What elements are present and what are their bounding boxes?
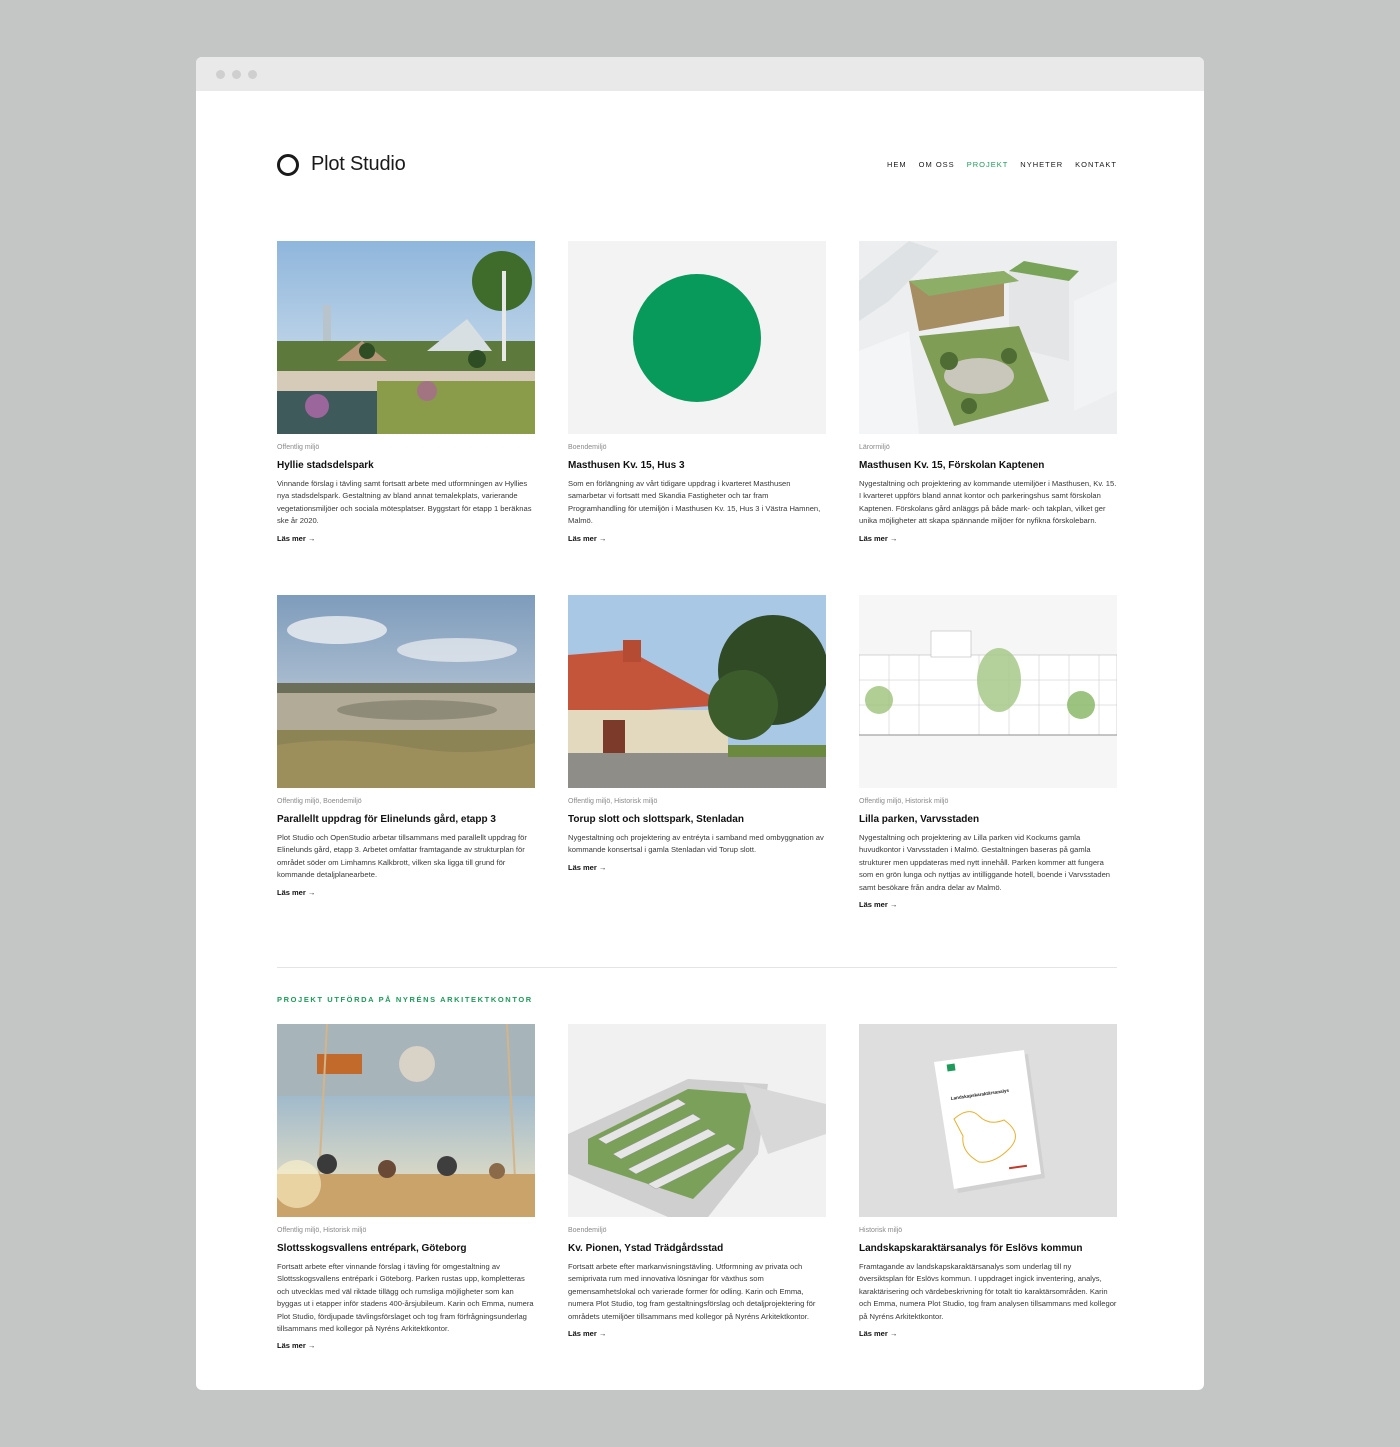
- project-description: Fortsatt arbete efter vinnande förslag i tävling för omgestaltning av Slottsskogsvallens entrépark i Göteborg. Parken rustas upp, kompletteras och utvecklas med väl riktade tillägg och rumsliga möjligheter som kan byggas ut i etapper inför stadens 400-årsjubileum. Karin och Emma, numera Plot Studio, fördjupade tävlingsförslaget och tog fram förfrågningsunderlag tillsammans med kollegor på Nyréns Arkitektkontor.: [277, 1262, 534, 1334]
- project-title[interactable]: Torup slott och slottspark, Stenladan: [568, 814, 744, 825]
- project-category: Offentlig miljö, Historisk miljö: [859, 798, 949, 805]
- project-category: Offentlig miljö, Boendemiljö: [277, 798, 362, 805]
- window-titlebar: [196, 57, 1204, 91]
- read-more-link[interactable]: Läs mer →: [277, 887, 316, 897]
- nav-item-projekt[interactable]: PROJEKT: [966, 160, 1009, 169]
- project-description: Nygestaltning och projektering av entréyta i samband med ombyggnation av kommande konsertsal i gamla Stenladan vid Torup slott.: [568, 833, 824, 855]
- project-image-courtyard[interactable]: [859, 241, 1117, 434]
- project-grid: [277, 241, 1117, 949]
- nav-item-om-oss[interactable]: OM OSS: [918, 160, 955, 169]
- browser-window: [196, 57, 1204, 1390]
- project-title[interactable]: Landskapskaraktärsanalys för Eslövs kommun: [859, 1243, 1083, 1254]
- read-more-link[interactable]: Läs mer →: [277, 533, 316, 543]
- project-card: [277, 241, 535, 595]
- project-card: [568, 595, 826, 949]
- project-card: [277, 1024, 535, 1378]
- read-more-link[interactable]: Läs mer →: [568, 533, 607, 543]
- project-card: [568, 241, 826, 595]
- read-more-link[interactable]: Läs mer →: [859, 533, 898, 543]
- project-title[interactable]: Parallellt uppdrag för Elinelunds gård, etapp 3: [277, 814, 496, 825]
- section-divider: [277, 967, 1117, 968]
- read-more-link[interactable]: Läs mer →: [568, 1329, 607, 1339]
- project-category: Lärormiljö: [859, 444, 890, 451]
- project-description: Nygestaltning och projektering av kommande utemiljöer i Masthusen, Kv. 15. I kvarteret uppförs bland annat kontor och parkeringshus samt förskolan Kaptenen. Förskolans gård anläggs på både mark- och takplan, vilket ger unika möjligheter att skapa spännande miljöer för nyfikna förskolebarn.: [859, 479, 1117, 526]
- booklet-title: Landskapskaraktärsanalys: [950, 1087, 1010, 1101]
- project-category: Boendemiljö: [568, 444, 607, 451]
- project-category: Offentlig miljö, Historisk miljö: [277, 1227, 367, 1234]
- project-card: [277, 595, 535, 949]
- window-maximize-dot[interactable]: [248, 70, 257, 79]
- brand-name: Plot Studio: [311, 153, 406, 175]
- project-title[interactable]: Masthusen Kv. 15, Hus 3: [568, 460, 685, 471]
- page-content: [277, 91, 1117, 1378]
- project-description: Plot Studio och OpenStudio arbetar tillsammans med parallellt uppdrag för Elinelunds gård, etapp 3. Arbetet omfattar framtagande av strukturplan för området söder om Limhamns Kalkbrott, vilken ska ligga till grund för kommande detaljplanearbete.: [277, 833, 527, 880]
- project-image-barn[interactable]: [568, 595, 826, 788]
- project-title[interactable]: Hyllie stadsdelspark: [277, 460, 374, 471]
- project-image-placeholder[interactable]: [568, 241, 826, 434]
- project-card: [859, 241, 1117, 595]
- nav-item-hem[interactable]: HEM: [887, 160, 907, 169]
- project-category: Offentlig miljö: [277, 444, 320, 451]
- nyrens-section-heading: PROJEKT UTFÖRDA PÅ NYRÉNS ARKITEKTKONTOR: [277, 995, 533, 1004]
- project-title[interactable]: Kv. Pionen, Ystad Trädgårdsstad: [568, 1243, 724, 1254]
- main-nav: [887, 160, 1117, 169]
- nyrens-project-grid: [277, 1024, 1117, 1378]
- project-description: Framtagande av landskapskaraktärsanalys som underlag till ny översiktsplan för Eslövs kommun. I uppdraget ingick inventering, analys, karaktärisering och värdebeskrivning för totalt tio karaktärsområden. Karin och Emma, numera Plot Studio, tog fram analysen tillsammans med kollegor på Nyréns Arkitektkontor.: [859, 1262, 1117, 1321]
- site-logo[interactable]: [277, 153, 406, 176]
- project-image-park[interactable]: [277, 241, 535, 434]
- project-description: Vinnande förslag i tävling samt fortsatt arbete med utformningen av Hyllies nya stadsdelspark. Gestaltning av bland annat temalekplats, varierande vegetationsmiljöer och sociala mötesplatser. Byggstart för etapp 1 beräknas ske år 2020.: [277, 479, 532, 526]
- project-category: Offentlig miljö, Historisk miljö: [568, 798, 658, 805]
- read-more-link[interactable]: Läs mer →: [277, 1341, 316, 1351]
- read-more-link[interactable]: Läs mer →: [859, 1329, 898, 1339]
- project-title[interactable]: Lilla parken, Varvsstaden: [859, 814, 980, 825]
- project-description: Fortsatt arbete efter markanvisningstävling. Utformning av privata och semiprivata rum med innovativa lösningar för växthus som gemensamhetslokal och varierade former för odling. Karin och Emma, numera Plot Studio, tog fram gestaltningsförslag och detaljprojektering för områdets utemiljöer tillsammans med kollegor på Nyréns Arkitektkontor.: [568, 1262, 816, 1321]
- nav-item-kontakt[interactable]: KONTAKT: [1075, 160, 1117, 169]
- project-description: Som en förlängning av vårt tidigare uppdrag i kvarteret Masthusen samarbetar vi fortsatt med Skandia Fastigheter och tar fram Programhandling för utemiljön i Masthusen Kv. 15, Hus 3 i Västra Hamnen, Malmö.: [568, 479, 821, 526]
- project-image-quarry[interactable]: [277, 595, 535, 788]
- project-image-housing-model[interactable]: [568, 1024, 826, 1217]
- window-minimize-dot[interactable]: [232, 70, 241, 79]
- window-close-dot[interactable]: [216, 70, 225, 79]
- project-image-section-drawing[interactable]: [859, 595, 1117, 788]
- circle-logo-icon: [277, 154, 299, 176]
- project-description: Nygestaltning och projektering av Lilla parken vid Kockums gamla huvudkontor i Varvsstaden i Malmö. Gestaltningen baseras på gamla strukturer men uppdateras med nytt innehåll. Parken kommer att fungera som en grön lunga och nyttjas av intilliggande hotell, boende i Varvsstaden samt besökare från andra delar av Malmö.: [859, 833, 1111, 892]
- project-title[interactable]: Masthusen Kv. 15, Förskolan Kaptenen: [859, 460, 1045, 471]
- nav-item-nyheter[interactable]: NYHETER: [1020, 160, 1064, 169]
- project-image-mirror-pavilion[interactable]: [277, 1024, 535, 1217]
- read-more-link[interactable]: Läs mer →: [568, 862, 607, 872]
- site-header: [277, 91, 1117, 241]
- project-category: Boendemiljö: [568, 1227, 607, 1234]
- project-image-report-booklet[interactable]: [859, 1024, 1117, 1217]
- project-title[interactable]: Slottsskogsvallens entrépark, Göteborg: [277, 1243, 467, 1254]
- project-card: [859, 595, 1117, 949]
- project-card: [568, 1024, 826, 1378]
- project-card: [859, 1024, 1117, 1378]
- project-category: Historisk miljö: [859, 1227, 903, 1234]
- read-more-link[interactable]: Läs mer →: [859, 900, 898, 910]
